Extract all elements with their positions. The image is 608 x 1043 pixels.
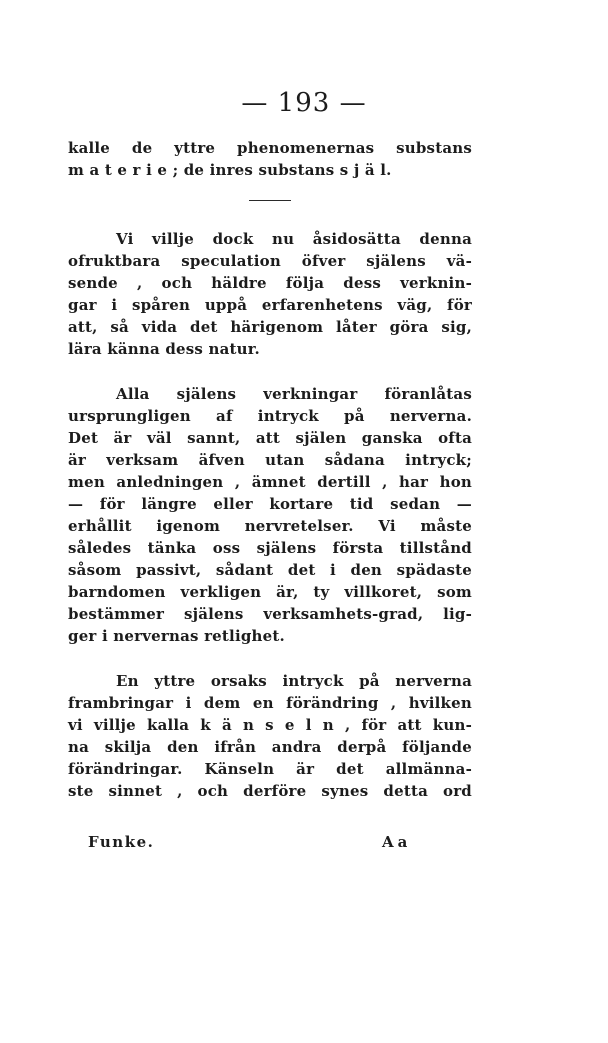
text-line: Alla själens verkningar föranlåtas xyxy=(116,385,472,403)
text-line: ste sinnet , och derföre synes detta ord xyxy=(68,782,472,800)
page-number-header: — 193 — xyxy=(241,88,367,118)
text-line: ofruktbara speculation öfver själens vä- xyxy=(68,252,472,270)
text-line: såsom passivt, sådant det i den spädaste xyxy=(68,561,472,579)
text-line: En yttre orsaks intryck på nerverna xyxy=(116,672,472,690)
text-line: kalle de yttre phenomenernas substans xyxy=(68,139,472,157)
signature-mark: Funke. xyxy=(88,833,155,851)
text-line: Vi villje dock nu åsidosätta denna xyxy=(116,230,472,248)
text-line: förändringar. Känseln är det allmänna- xyxy=(68,760,472,778)
text-line: är verksam äfven utan sådana intryck; xyxy=(68,451,472,469)
text-line: barndomen verkligen är, ty villkoret, som xyxy=(68,583,472,601)
text-line: erhållit igenom nervretelser. Vi måste xyxy=(68,517,472,535)
text-line: sende , och häldre följa dess verknin- xyxy=(68,274,472,292)
text-line: att, så vida det härigenom låter göra sig, xyxy=(68,318,472,336)
text-line: frambringar i dem en förändring , hvilken xyxy=(68,694,472,712)
text-line: gar i spåren uppå erfarenhetens väg, för xyxy=(68,296,472,314)
text-line: na skilja den ifrån andra derpå följande xyxy=(68,738,472,756)
text-line: — för längre eller kortare tid sedan — xyxy=(68,495,472,513)
text-line: men anledningen , ämnet dertill , har hon xyxy=(68,473,472,491)
text-line: vi villje kalla k ä n s e l n , för att kun- xyxy=(68,716,472,734)
text-line: således tänka oss själens första tillstånd xyxy=(68,539,472,557)
text-line: bestämmer själens verksamhets-grad, lig- xyxy=(68,605,472,623)
catchword: Aa xyxy=(382,833,412,851)
text-line: ger i nervernas retlighet. xyxy=(68,627,285,645)
section-divider xyxy=(249,200,291,201)
text-line: ursprungligen af intryck på nerverna. xyxy=(68,407,472,425)
text-line: Det är väl sannt, att själen ganska ofta xyxy=(68,429,472,447)
text-line: m a t e r i e ; de inres substans s j ä l. xyxy=(68,161,392,179)
text-line: lära känna dess natur. xyxy=(68,340,260,358)
